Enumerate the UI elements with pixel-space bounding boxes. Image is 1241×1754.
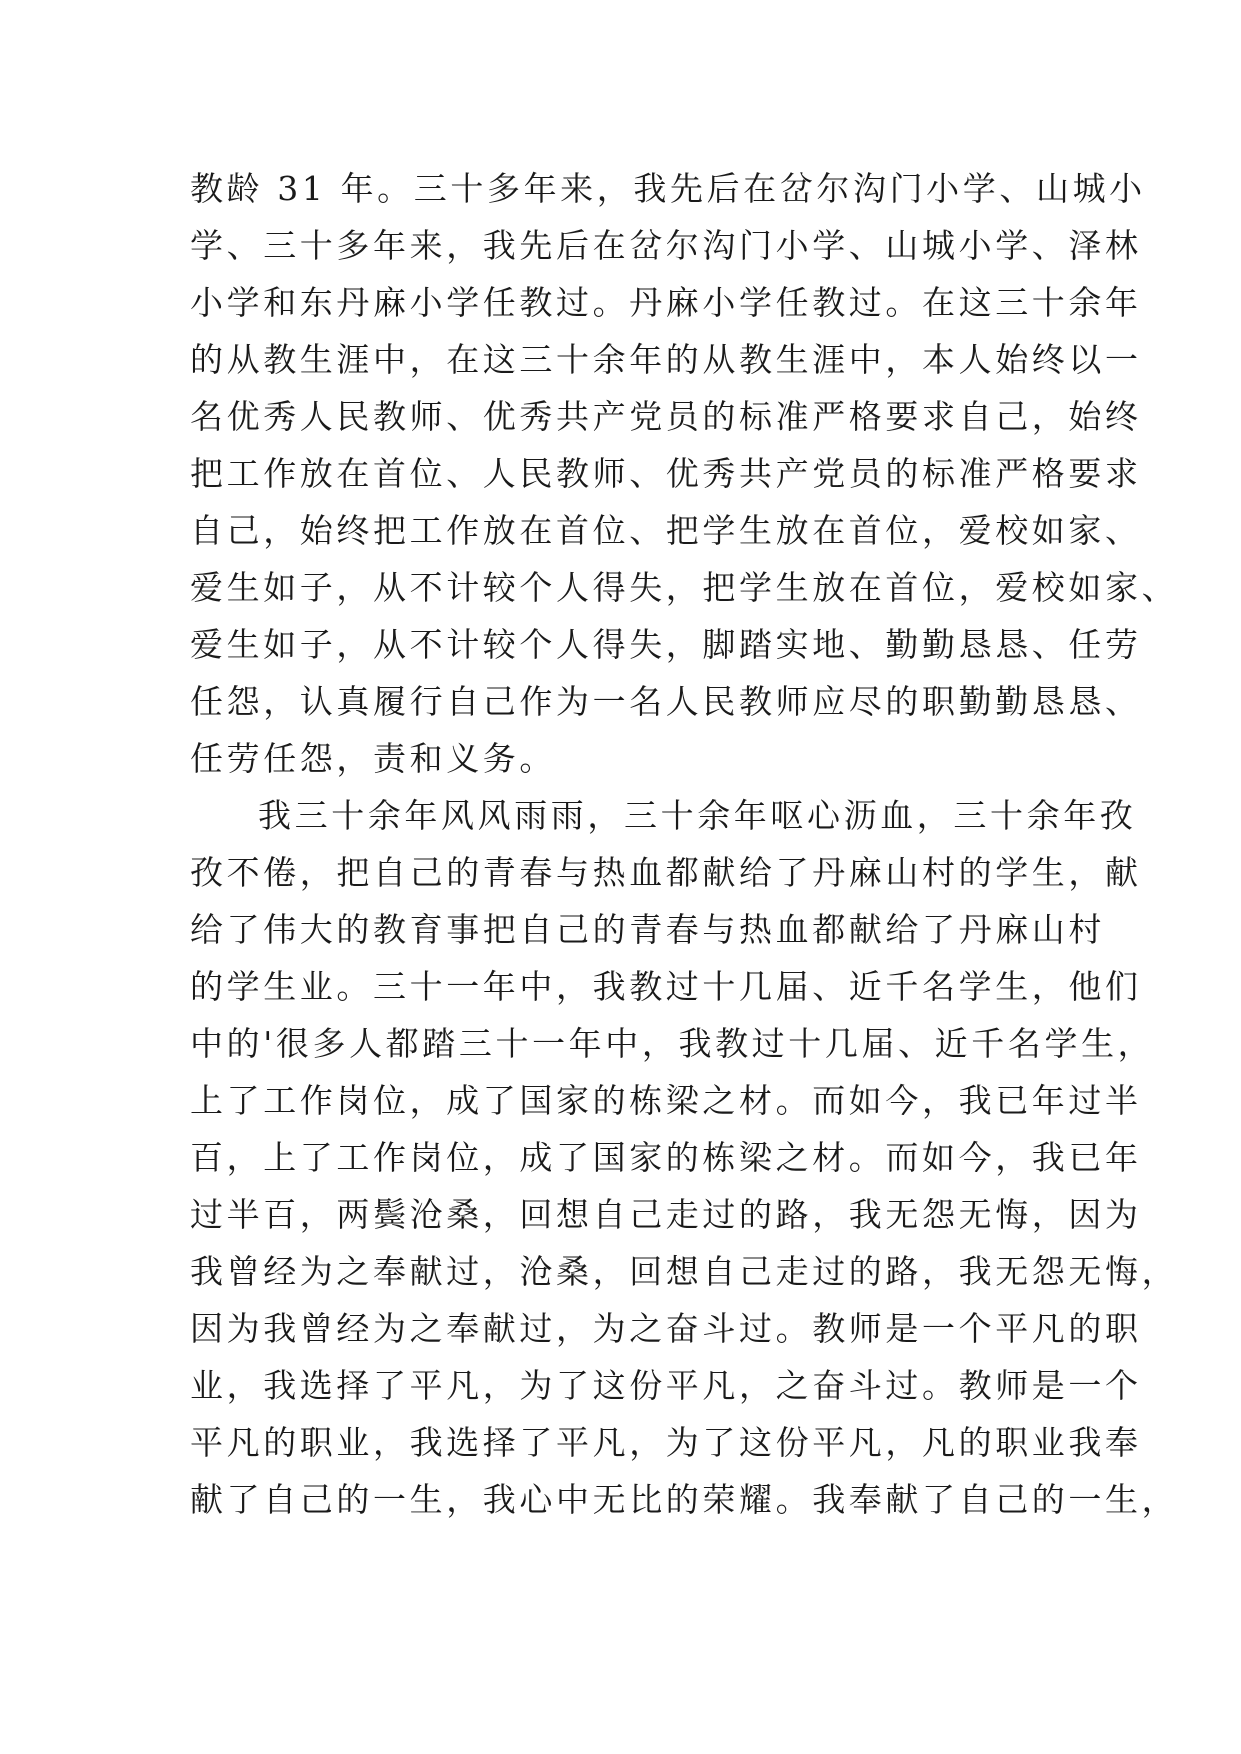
text-line: 中的'很多人都踏三十一年中，我教过十几届、近千名学生，: [190, 1024, 1155, 1063]
paragraph-start-line: 我三十余年风风雨雨，三十余年呕心沥血，三十余年孜: [258, 796, 1137, 835]
text-line: 献了自己的一生，我心中无比的荣耀。我奉献了自己的一生，: [190, 1480, 1179, 1519]
body-text: [190, 160, 1179, 1528]
text-line: 学、三十多年来，我先后在岔尔沟门小学、山城小学、泽林: [190, 226, 1142, 265]
text-line: 爱生如子，从不计较个人得失，脚踏实地、勤勤恳恳、任劳: [190, 625, 1142, 664]
text-line: 平凡的职业，我选择了平凡，为了这份平凡，凡的职业我奉: [190, 1423, 1142, 1462]
text-line: 过半百，两鬓沧桑，回想自己走过的路，我无怨无悔，因为: [190, 1195, 1142, 1234]
text-line: 把工作放在首位、人民教师、优秀共产党员的标准严格要求: [190, 454, 1142, 493]
text-line: 百，上了工作岗位，成了国家的栋梁之材。而如今，我已年: [190, 1138, 1142, 1177]
text-line: 我曾经为之奉献过，沧桑，回想自己走过的路，我无怨无悔，: [190, 1252, 1179, 1291]
text-line: 小学和东丹麻小学任教过。丹麻小学任教过。在这三十余年: [190, 283, 1142, 322]
text-line: 名优秀人民教师、优秀共产党员的标准严格要求自己，始终: [190, 397, 1142, 436]
text-line: 的学生业。三十一年中，我教过十几届、近千名学生，他们: [190, 967, 1142, 1006]
text-line: 自己，始终把工作放在首位、把学生放在首位，爱校如家、: [190, 511, 1142, 550]
text-line: 教龄 31 年。三十多年来，我先后在岔尔沟门小学、山城小: [190, 169, 1146, 208]
text-line: 业，我选择了平凡，为了这份平凡，之奋斗过。教师是一个: [190, 1366, 1142, 1405]
text-line: 的从教生涯中，在这三十余年的从教生涯中，本人始终以一: [190, 340, 1142, 379]
text-line: 上了工作岗位，成了国家的栋梁之材。而如今，我已年过半: [190, 1081, 1142, 1120]
text-line: 任劳任怨，责和义务。: [190, 739, 556, 778]
text-line: 给了伟大的教育事把自己的青春与热血都献给了丹麻山村: [190, 910, 1105, 949]
text-line: 爱生如子，从不计较个人得失，把学生放在首位，爱校如家、: [190, 568, 1179, 607]
text-line: 因为我曾经为之奉献过，为之奋斗过。教师是一个平凡的职: [190, 1309, 1142, 1348]
text-line: 孜不倦，把自己的青春与热血都献给了丹麻山村的学生，献: [190, 853, 1142, 892]
text-line: 任怨，认真履行自己作为一名人民教师应尽的职勤勤恳恳、: [190, 682, 1142, 721]
